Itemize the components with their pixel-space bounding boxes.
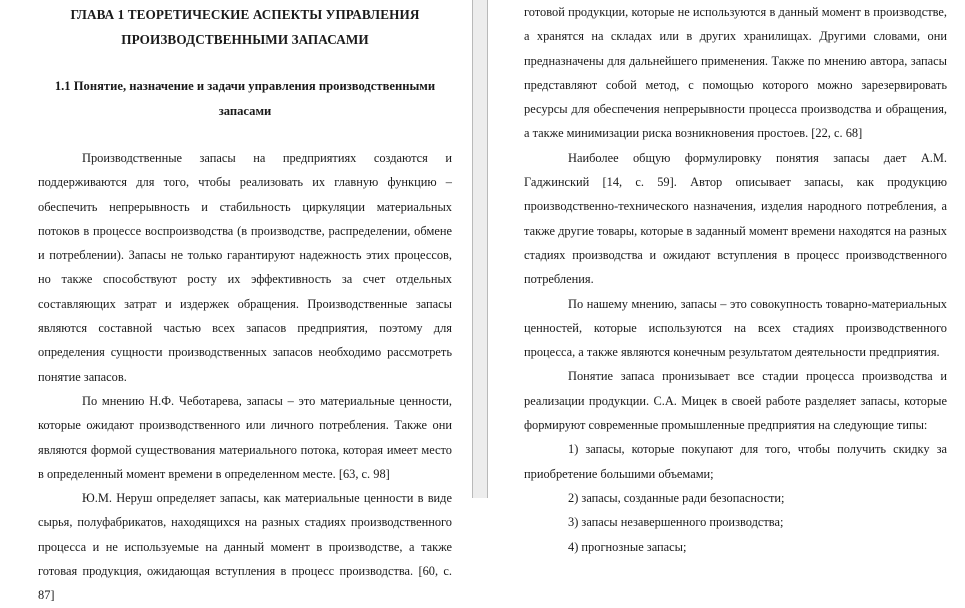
list-item: 1) запасы, которые покупают для того, чтобы получить скидку за приобретение большими объемами; bbox=[524, 442, 947, 481]
paragraph: Производственные запасы на предприятиях создаются и поддерживаются для того, чтобы реализовать их главную функцию – обеспечить непрерывность и стабильность циркуляции материальных потоков в процессе воспроизводства (в производстве, распределении, обмене и потреблении). Запасы не только гарантируют надежность этих процессов, но также способствуют росту их эффективность за счет отдельных составляющих затрат и издержек обращения. Производственные запасы являются составной частью всех запасов предприятия, поэтому для определения сущности производственных запасов необходимо рассмотреть понятие запасов. bbox=[38, 151, 452, 384]
list-item: 2) запасы, созданные ради безопасности; bbox=[568, 490, 785, 505]
chapter-title-line-2: ПРОИЗВОДСТВЕННЫМИ ЗАПАСАМИ bbox=[121, 32, 369, 47]
paragraph: Наиболее общую формулировку понятия запасы дает А.М. Гаджинский [14, с. 59]. Автор описывает запасы, как продукцию производственно-технического назначения, изделия народного потребления, а также другие товары, которые в заданный момент времени находятся на разных стадиях производства и ожидают вступления в процесс производственного потребления. bbox=[524, 150, 947, 287]
section-title bbox=[38, 74, 452, 124]
page-divider bbox=[472, 0, 488, 498]
document-page-left bbox=[0, 0, 472, 603]
chapter-title-line-1: ГЛАВА 1 ТЕОРЕТИЧЕСКИЕ АСПЕКТЫ УПРАВЛЕНИЯ bbox=[70, 7, 420, 22]
chapter-title bbox=[38, 2, 452, 52]
document-page-right bbox=[488, 0, 965, 554]
paragraph: готовой продукции, которые не используются в данный момент в производстве, а хранятся на складах или в других хранилищах. Другими словами, они предназначены для дальнейшего применения. Также по мнению автора, запасы представляют собой метод, с помощью которого можно зарезервировать ресурсы для обеспечения непрерывности процесса производства и обращения, а также минимизации риска возникновения простоев. [22, с. 68] bbox=[524, 5, 947, 141]
list-item: 3) запасы незавершенного производства; bbox=[568, 515, 784, 530]
section-title-line-1: 1.1 Понятие, назначение и задачи управления производственными bbox=[54, 79, 436, 93]
paragraph: Ю.М. Неруш определяет запасы, как материальные ценности в виде сырья, полуфабрикатов, находящихся на разных стадиях производственного процесса и не используемые на данный момент в производстве, а также готовая продукция, ожидающая вступления в процесс производства. [60, с. 87] bbox=[38, 491, 452, 603]
paragraph: По нашему мнению, запасы – это совокупность товарно-материальных ценностей, которые используются на всех стадиях производственного процесса, а также являются конечным результатом деятельности предприятия. bbox=[524, 296, 947, 360]
section-title-line-2: запасами bbox=[218, 104, 272, 118]
paragraph: По мнению Н.Ф. Чеботарева, запасы – это материальные ценности, которые ожидают производственного или личного потребления. Также они являются формой существования материального потока, которая имеет место в определенный момент времени в определенном месте. [63, с. 98] bbox=[38, 393, 452, 481]
list-item: 4) прогнозные запасы; bbox=[568, 539, 687, 554]
paragraph: Понятие запаса пронизывает все стадии процесса производства и реализации продукции. С.А. Мицек в своей работе разделяет запасы, которые формируют современные промышленные предприятия на следующие типы: bbox=[524, 369, 947, 433]
